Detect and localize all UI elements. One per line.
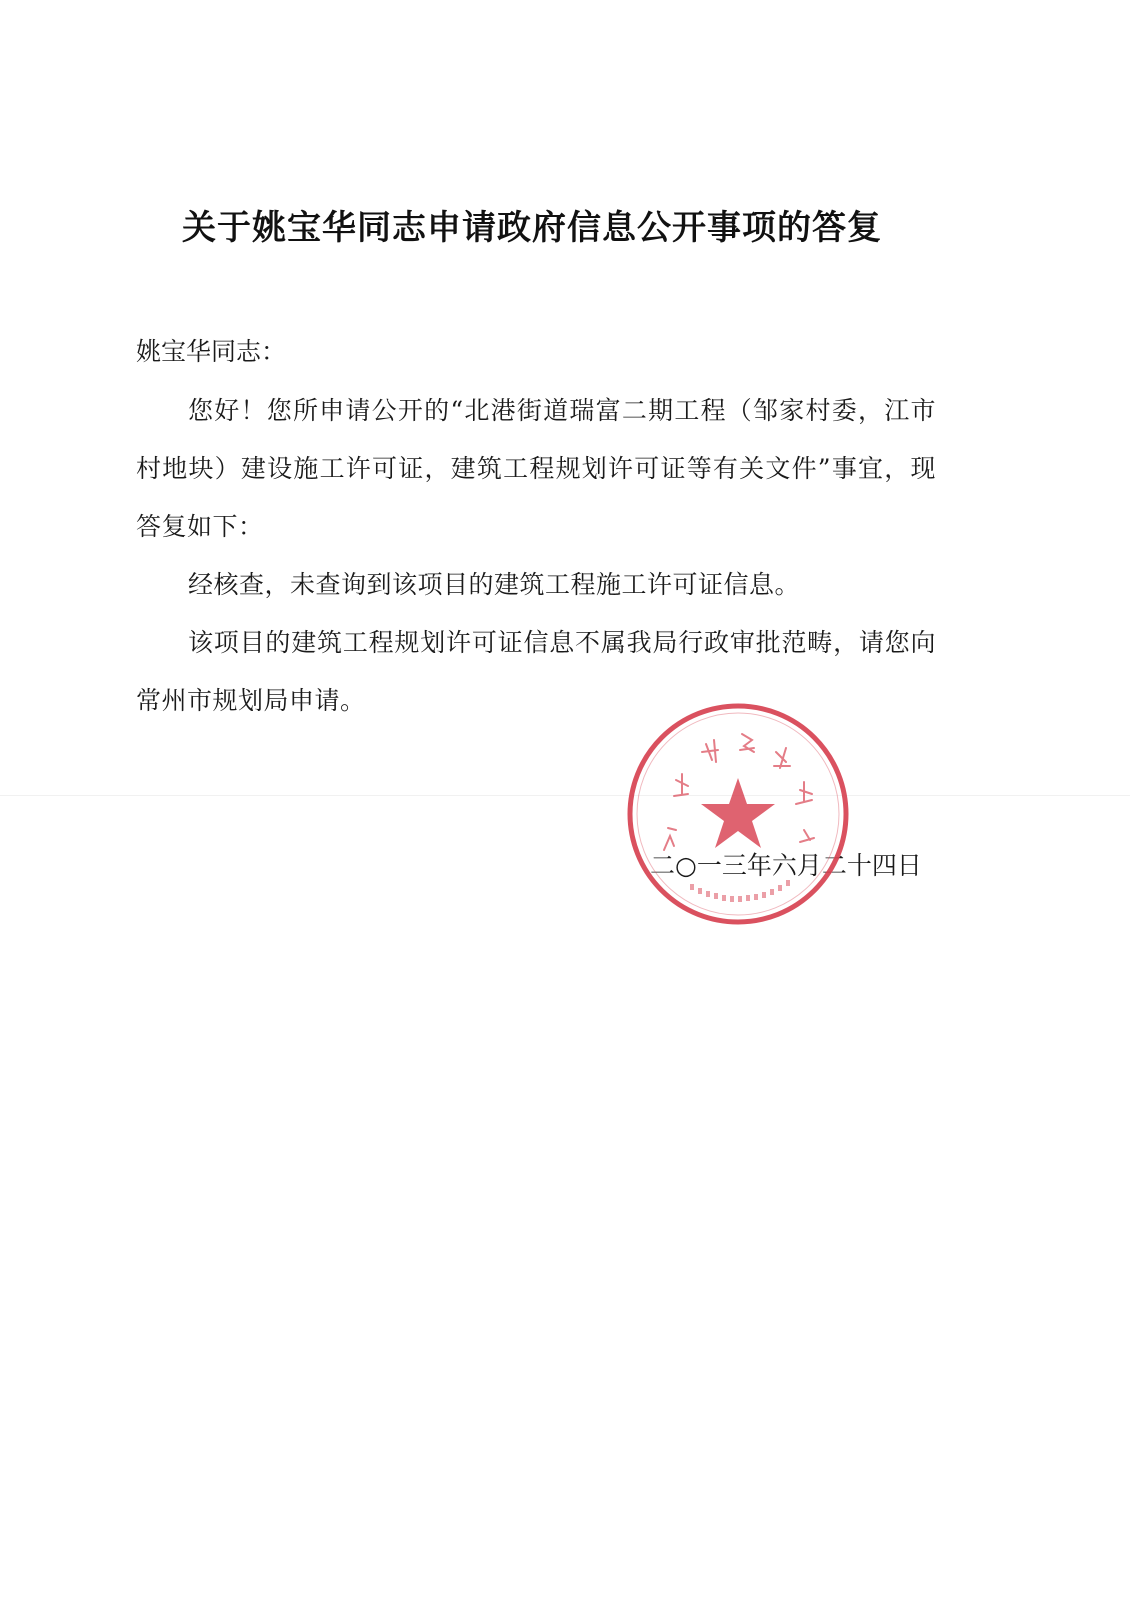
- official-seal-icon: [624, 700, 852, 928]
- document-date: 二○一三年六月二十四日: [650, 851, 922, 880]
- document-title: 关于姚宝华同志申请政府信息公开事项的答复: [182, 208, 882, 248]
- paragraph-request: 您好！您所申请公开的“北港街道瑞富二期工程（邹家村委，江市村地块）建设施工许可证，建筑工程规划许可证等有关文件”事宜，现答复如下：: [136, 396, 936, 541]
- scan-artifact-line: [0, 795, 1130, 796]
- paragraph-planning-permit: 该项目的建筑工程规划许可证信息不属我局行政审批范畴，请您向常州市规划局申请。: [136, 628, 936, 715]
- document-body: [136, 382, 936, 730]
- salutation: 姚宝华同志：: [136, 337, 287, 366]
- paragraph-construction-permit: 经核查，未查询到该项目的建筑工程施工许可证信息。: [188, 570, 801, 599]
